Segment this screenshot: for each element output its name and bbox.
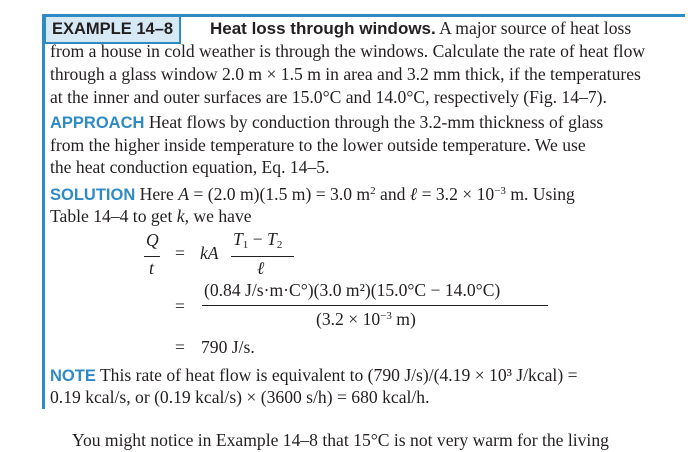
approach-line-3: the heat conduction equation, Eq. 14–5. [50,157,330,177]
approach-line-2: from the higher inside temperature to the lower outside temperature. We use [50,135,586,155]
eq-numerator: (0.84 J/s·m·C°)(3.0 m²)(15.0°C − 14.0°C) [204,280,501,300]
solution-keyword: SOLUTION [50,186,136,204]
intro-line-1: A major source of heat loss [439,18,632,38]
intro-line-3: through a glass window 2.0 m × 1.5 m in area and 3.2 mm thick, if the temperatures [50,64,641,84]
eq-ell: ℓ [257,258,265,278]
eq-t: t [149,258,154,278]
eq-kA-bar [231,256,294,257]
example-label: EXAMPLE 14–8 [44,15,181,44]
note-line-1: NOTE This rate of heat flow is equivalent to (790 J/s)/(4.19 × 10³ J/kcal) = [50,365,578,385]
note-line-2: 0.19 kcal/s, or (0.19 kcal/s) × (3600 s/h) = 680 kcal/h. [50,387,430,407]
solution-line-1: SOLUTION Here A = (2.0 m)(1.5 m) = 3.0 $m^2$ and ℓ = $3.2 \times 10^{-3}$ m. Using [50,184,575,204]
approach-text-1: Heat flows by conduction through the 3.2-mm thickness of glass [148,112,604,132]
approach-line-1 [50,111,603,134]
eq-temp-difference: $T_1 - T_2$ [233,229,283,251]
eq-denominator: ($3.2 \times 10^{-3}$ m) [316,309,416,329]
eq-equals-2: = [175,296,185,316]
solution-line-2: Table 14–4 to get k, we have [50,206,252,226]
eq-equals-3: = [175,337,185,357]
eq-kA: kA [200,243,219,263]
example-title-line [210,17,631,40]
intro-line-4: at the inner and outer surfaces are 15.0°C and 14.0°C, respectively (Fig. 14–7). [50,87,607,107]
body-paragraph: You might notice in Example 14–8 that 15°C is not very warm for the living [72,430,609,450]
intro-line-2: from a house in cold weather is through the windows. Calculate the rate of heat flow [50,41,646,61]
eq-main-bar [202,305,548,306]
eq-Qt-bar [144,256,160,257]
example-title: Heat loss through windows. [210,19,436,38]
eq-equals-1: = [175,243,185,263]
note-keyword: NOTE [50,367,96,385]
approach-keyword: APPROACH [50,114,145,132]
eq-result: 790 J/s. [201,337,255,357]
eq-Q: Q [146,230,159,250]
